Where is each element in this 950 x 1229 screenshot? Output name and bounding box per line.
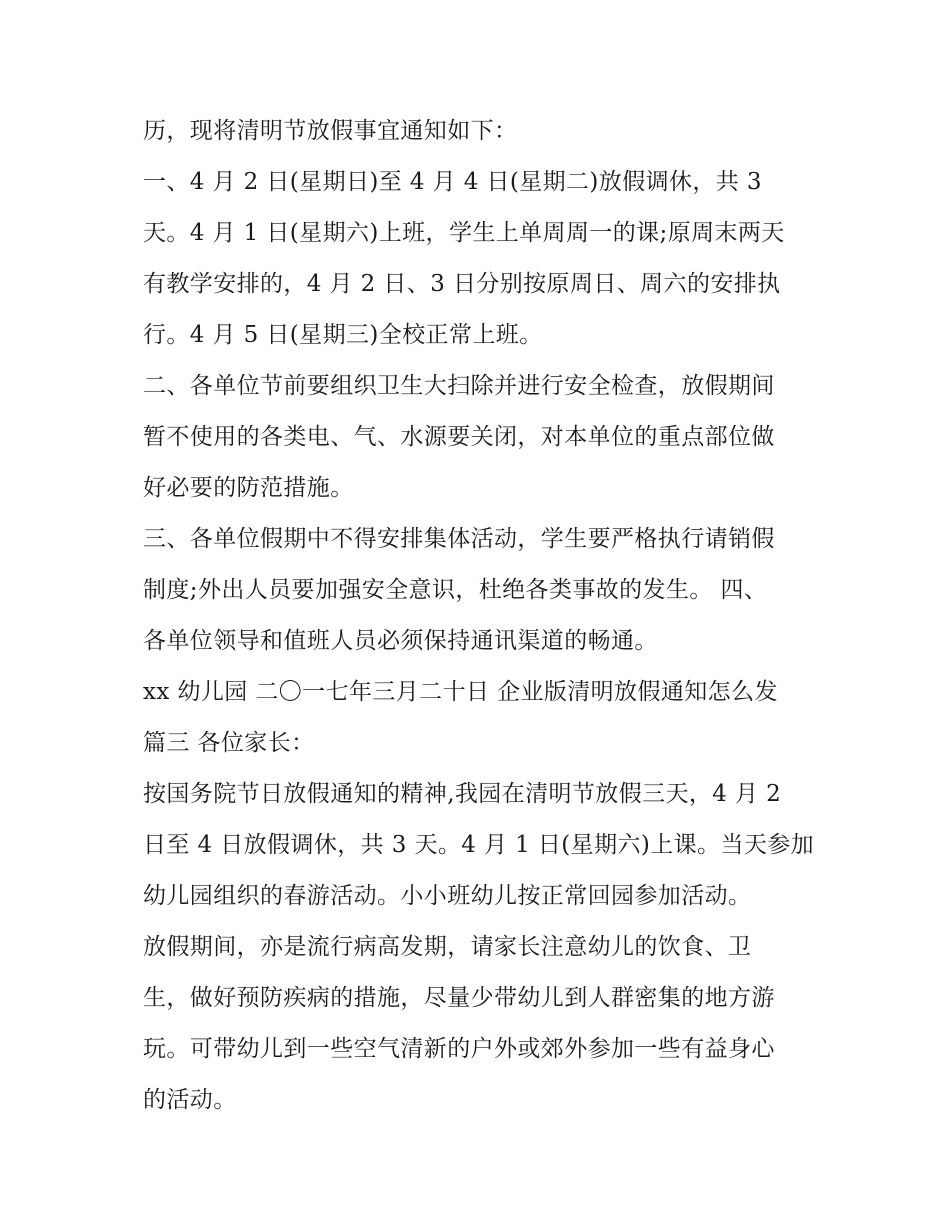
text-line: 篇三 各位家长：	[143, 730, 315, 756]
text-line: 生，做好预防疾病的措施，尽量少带幼儿到人群密集的地方游	[143, 985, 775, 1011]
text-line: 玩。可带幼儿到一些空气清新的户外或郊外参加一些有益身心	[143, 1036, 775, 1062]
text-line: 好必要的防范措施。	[143, 475, 354, 501]
text-line: 三、各单位假期中不得安排集体活动，学生要严格执行请销假	[143, 526, 775, 552]
text-line: 暂不使用的各类电、气、水源要关闭，对本单位的重点部位做	[143, 424, 775, 450]
text-line: 二、各单位节前要组织卫生大扫除并进行安全检查，放假期间	[143, 373, 775, 399]
text-line: 历，现将清明节放假事宜通知如下：	[143, 118, 518, 144]
text-line: 日至 4 日放假调休，共 3 天。4 月 1 日(星期六)上课。当天参加	[143, 832, 815, 858]
text-line: 制度;外出人员要加强安全意识，杜绝各类事故的发生。 四、	[143, 577, 768, 603]
text-line: 放假期间，亦是流行病高发期，请家长注意幼儿的饮食、卫	[143, 934, 752, 960]
text-line: 各单位领导和值班人员必须保持通讯渠道的畅通。	[143, 628, 658, 654]
text-line: 行。4 月 5 日(星期三)全校正常上班。	[143, 322, 543, 348]
text-line: xx 幼儿园 二〇一七年三月二十日 企业版清明放假通知怎么发	[143, 679, 778, 705]
text-line: 一、4 月 2 日(星期日)至 4 月 4 日(星期二)放假调休，共 3	[143, 169, 762, 195]
text-line: 按国务院节日放假通知的精神,我园在清明节放假三天，4 月 2	[143, 781, 782, 807]
text-line: 幼儿园组织的春游活动。小小班幼儿按正常回园参加活动。	[143, 883, 752, 909]
text-line: 天。4 月 1 日(星期六)上班，学生上单周周一的课;原周末两天	[143, 220, 785, 246]
text-line: 有教学安排的，4 月 2 日、3 日分别按原周日、周六的安排执	[143, 271, 781, 297]
text-line: 的活动。	[143, 1087, 237, 1113]
